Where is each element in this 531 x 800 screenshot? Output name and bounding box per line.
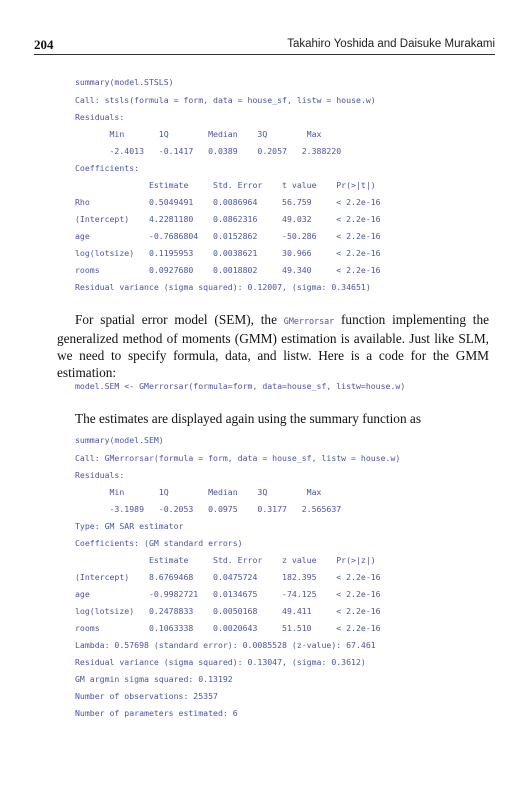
code-line: Rho 0.5049491 0.0086964 56.759 < 2.2e-16 [75, 197, 381, 207]
paragraph-sem-intro [57, 311, 489, 381]
code-line: Coefficients: [75, 163, 140, 173]
code-line: Number of observations: 25357 [75, 691, 218, 701]
code-line: Estimate Std. Error z value Pr(>|z|) [75, 555, 376, 565]
code-line: (Intercept) 8.6769468 0.0475724 182.395 < 2.2e-16 [75, 572, 381, 582]
code-line: GM argmin sigma squared: 0.13192 [75, 674, 233, 684]
paragraph-summary-intro [57, 410, 489, 427]
code-line: -2.4013 -0.1417 0.0389 0.2057 2.388220 [75, 146, 342, 156]
code-line: age -0.9982721 0.0134675 -74.125 < 2.2e-16 [75, 589, 381, 599]
code-line: Call: GMerrorsar(formula = form, data = house_sf, listw = house.w) [75, 453, 401, 463]
para-text: The estimates are displayed again using the summary function as [75, 411, 421, 426]
code-line: log(lotsize) 0.2478833 0.0050168 49.411 < 2.2e-16 [75, 606, 381, 616]
code-line: rooms 0.0927680 0.0018802 49.340 < 2.2e-16 [75, 265, 381, 275]
code-line: (Intercept) 4.2281180 0.0862316 49.032 < 2.2e-16 [75, 214, 381, 224]
para-text: function implementing the generalized method of moments (GMM) estimation is available. Just like SLM, we need to specify formula, data, and listw. Here is a code for the GMM estimation: [57, 312, 489, 380]
code-line: Estimate Std. Error t value Pr(>|t|) [75, 180, 376, 190]
inline-code-function: GMerrorsar [283, 316, 335, 326]
code-line: age -0.7686804 0.0152862 -50.286 < 2.2e-16 [75, 231, 381, 241]
code-line: Residuals: [75, 112, 125, 122]
code-line: Number of parameters estimated: 6 [75, 708, 238, 718]
code-line: Call: stsls(formula = form, data = house_sf, listw = house.w) [75, 95, 376, 105]
code-line: rooms 0.1063338 0.0020643 51.510 < 2.2e-16 [75, 623, 381, 633]
code-line: Residuals: [75, 470, 125, 480]
code-line: summary(model.STSLS) [75, 77, 174, 87]
para-text: For spatial error model (SEM), the [75, 312, 284, 327]
running-header-authors: Takahiro Yoshida and Daisuke Murakami [287, 38, 495, 50]
code-block-gmm-call: model.SEM <- GMerrorsar(formula=form, data=house_sf, listw=house.w) [75, 381, 406, 391]
code-line: -3.1989 -0.2053 0.0975 0.3177 2.565637 [75, 504, 342, 514]
code-line: Coefficients: (GM standard errors) [75, 538, 243, 548]
page-number: 204 [34, 37, 54, 52]
code-line: Type: GM SAR estimator [75, 521, 184, 531]
code-line: Lambda: 0.57698 (standard error): 0.0085528 (z-value): 67.461 [75, 640, 376, 650]
code-line: Residual variance (sigma squared): 0.12007, (sigma: 0.34651) [75, 282, 371, 292]
code-line: summary(model.SEM) [75, 435, 164, 445]
code-line: Min 1Q Median 3Q Max [75, 129, 322, 139]
code-line: log(lotsize) 0.1195953 0.0038621 30.966 < 2.2e-16 [75, 248, 381, 258]
code-line: Residual variance (sigma squared): 0.13047, (sigma: 0.3612) [75, 657, 366, 667]
header-rule [34, 54, 495, 55]
code-line: Min 1Q Median 3Q Max [75, 487, 322, 497]
